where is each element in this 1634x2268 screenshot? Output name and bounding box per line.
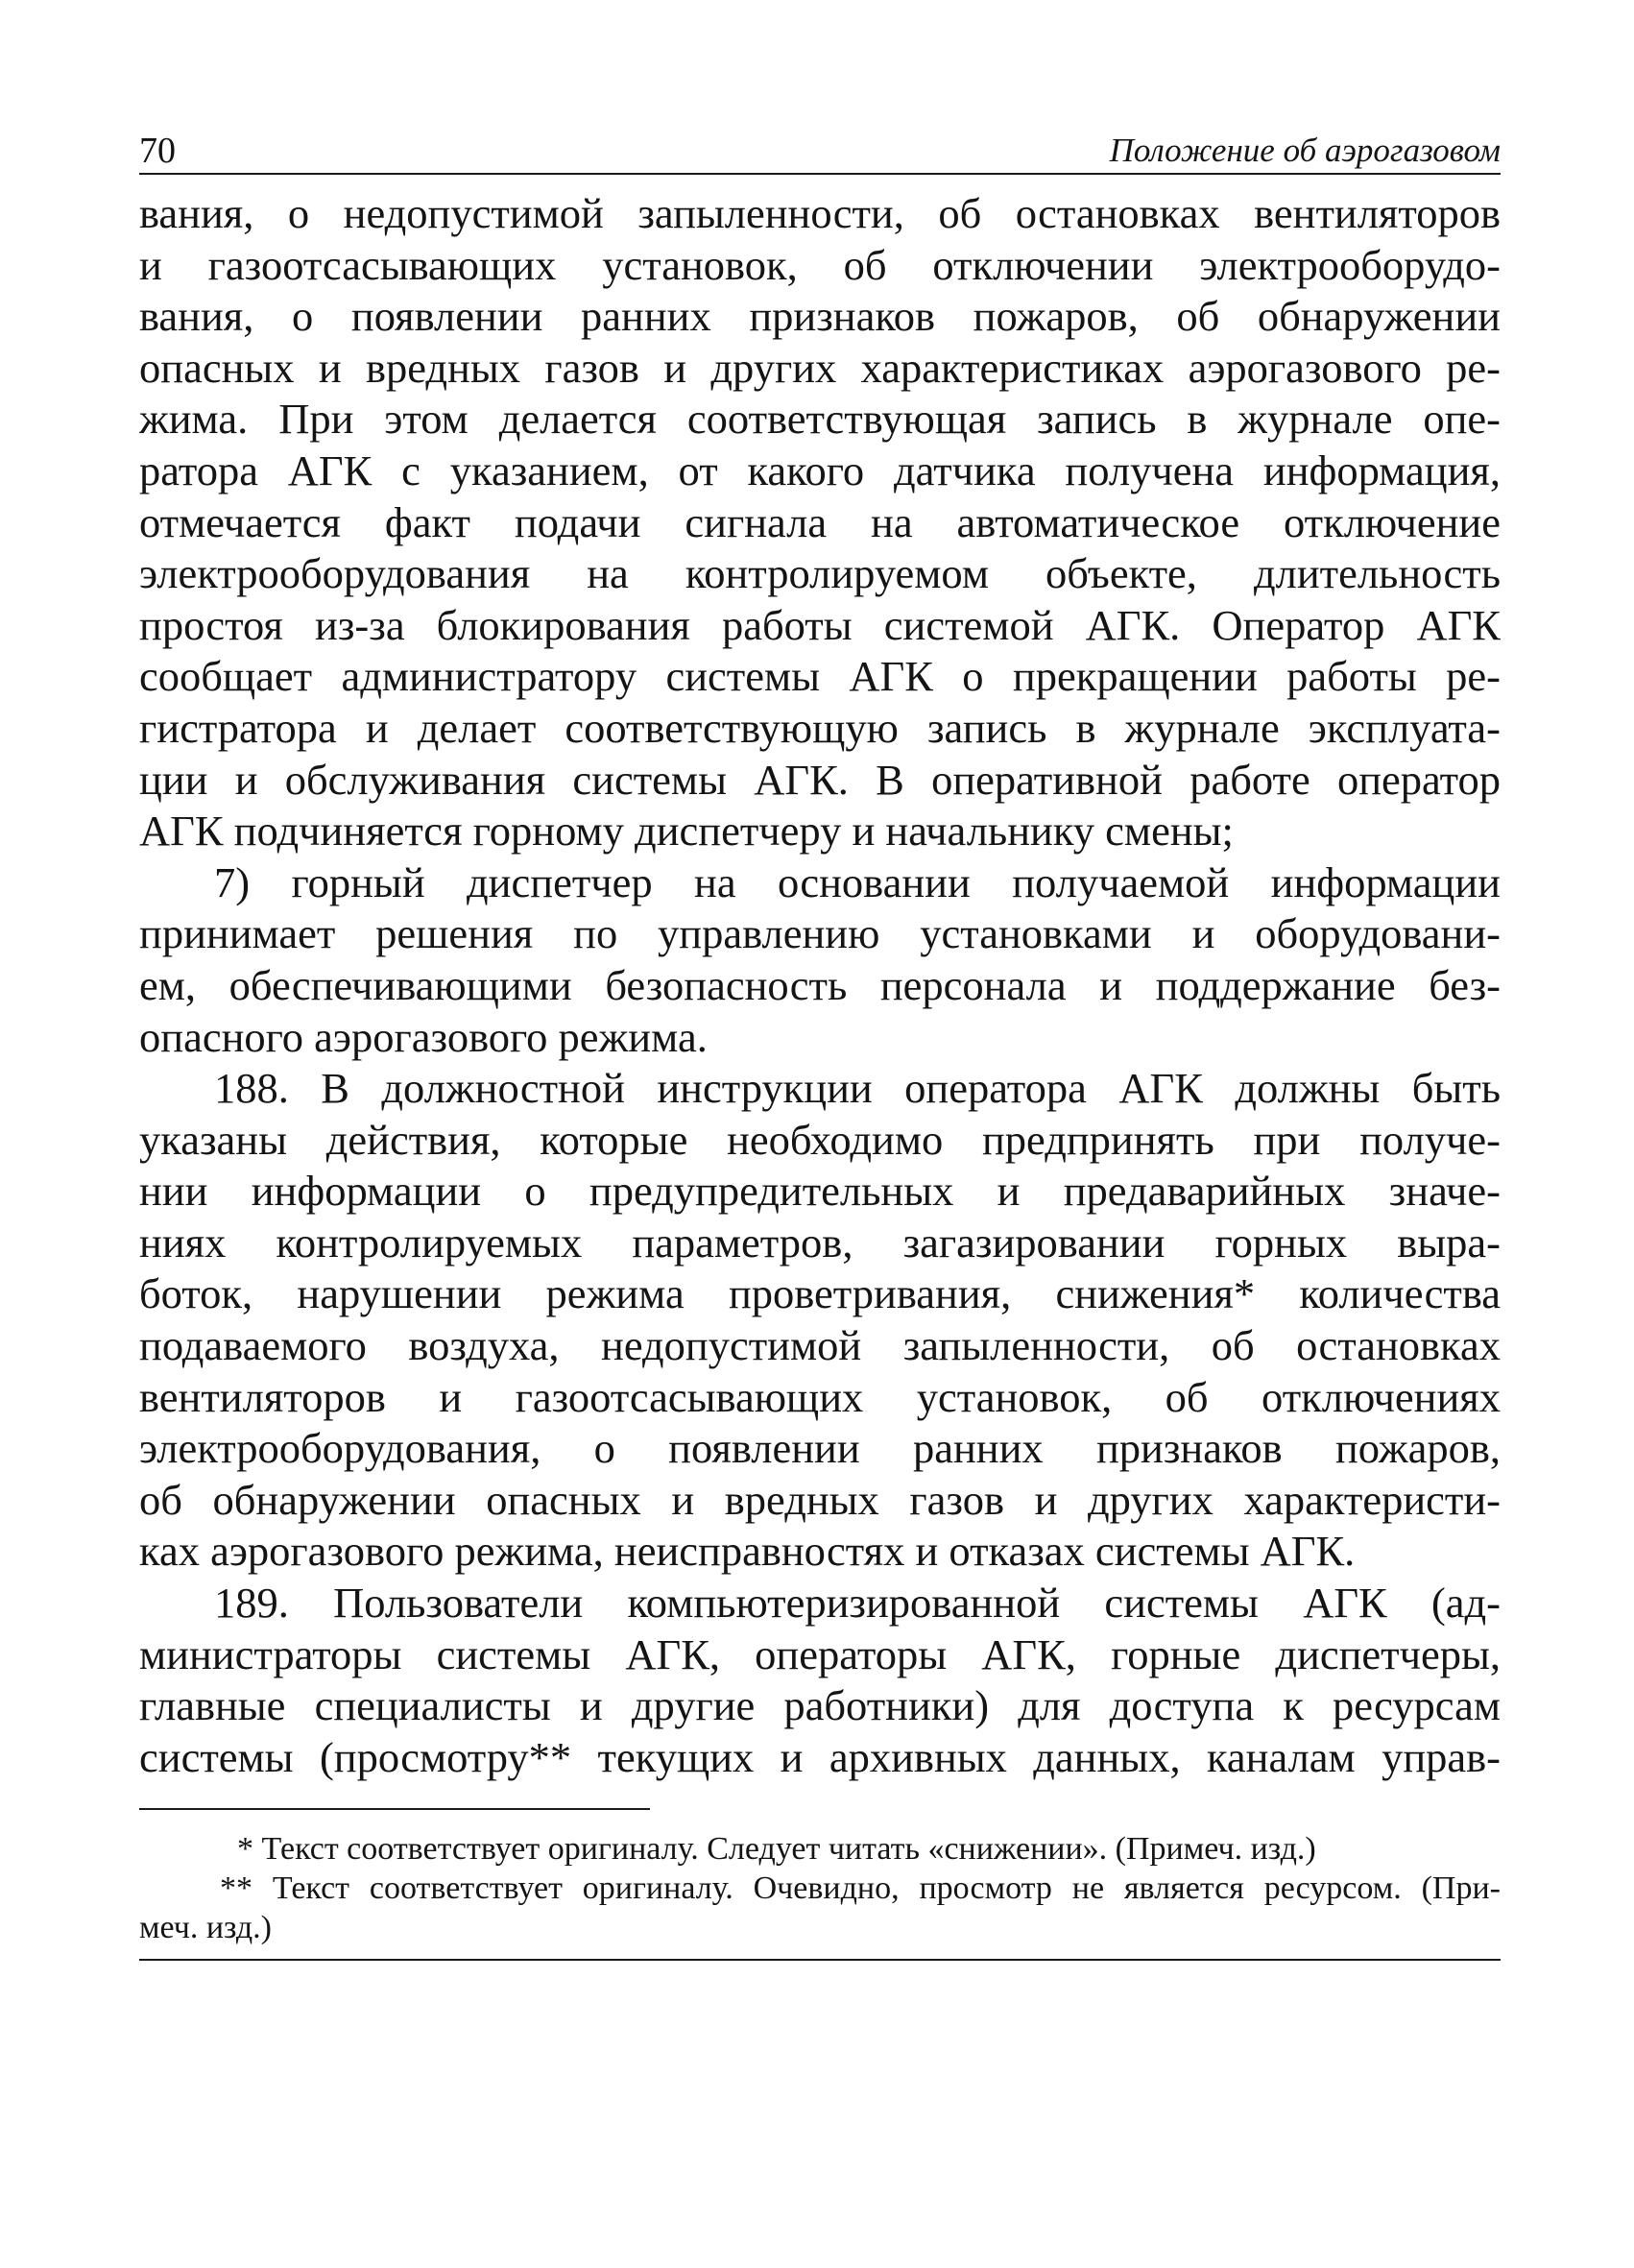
footnotes [139,1808,1501,1947]
body-line: системы (просмотру** текущих и архивных данных, каналам управ- [139,1732,1501,1781]
body-line: подаваемого воздуха, недопустимой запыленности, об остановках [139,1321,1501,1370]
running-title: Положение об аэрогазовом [1109,132,1501,169]
body-line: АГК подчиняется горному диспетчеру и начальнику смены; [139,807,1234,856]
body-line: министраторы системы АГК, операторы АГК, горные диспетчеры, [139,1629,1501,1678]
body-line: сообщает администратору системы АГК о прекращении работы ре- [139,652,1501,701]
bottom-divider [139,1959,1501,1961]
footnote-divider [139,1808,650,1810]
paragraph-189-start: 189. Пользователи компьютеризированной системы АГК (ад- [214,1579,1501,1628]
body-line: простоя из-за блокирования работы системой АГК. Оператор АГК [139,600,1501,649]
body-line: ем, обеспечивающими безопасность персонала и поддержание без- [139,960,1501,1009]
footnote-2-line-1: ** Текст соответствует оригиналу. Очевидно, просмотр не является ресурсом. (При- [220,1870,1501,1907]
body-line: вентиляторов и газоотсасывающих установок, об отключениях [139,1372,1501,1421]
body-line: ниях контролируемых параметров, загазировании горных выра- [139,1218,1501,1267]
body-line: электрооборудования на контролируемом объекте, длительность [139,549,1501,598]
footnote-1: * Текст соответствует оригиналу. Следует читать «снижении». (Примеч. изд.) [237,1831,1316,1868]
body-line: принимает решения по управлению установками и оборудовани- [139,909,1501,958]
document-page [139,113,1501,1961]
footnote-2-line-2: меч. изд.) [139,1910,272,1946]
paragraph-item-7-start: 7) горный диспетчер на основании получаемой информации [214,857,1501,906]
body-line: опасных и вредных газов и других характеристиках аэрогазового ре- [139,343,1501,392]
body-line: указаны действия, которые необходимо предпринять при получе- [139,1115,1501,1164]
body-line: опасного аэрогазового режима. [139,1012,708,1061]
body-line: гистратора и делает соответствующую запись в журнале эксплуата- [139,703,1501,752]
page-header [139,113,1501,175]
body-line: боток, нарушении режима проветривания, снижения* количества [139,1269,1501,1318]
body-line: нии информации о предупредительных и предаварийных значе- [139,1167,1501,1216]
body-line: об обнаружении опасных и вредных газов и других характеристи- [139,1475,1501,1524]
body-line: ках аэрогазового режима, неисправностях и отказах системы АГК. [139,1527,1356,1576]
body-text [139,188,1501,1783]
body-line: главные специалисты и другие работники) для доступа к ресурсам [139,1681,1501,1730]
body-line: ции и обслуживания системы АГК. В оперативной работе оператор [139,755,1501,804]
body-line: электрооборудования, о появлении ранних признаков пожаров, [139,1424,1501,1473]
body-line: и газоотсасывающих установок, об отключении электрооборудо- [139,240,1501,289]
body-line: вания, о недопустимой запыленности, об остановках вентиляторов [139,189,1501,237]
paragraph-188-start: 188. В должностной инструкции оператора АГК должны быть [214,1064,1501,1113]
body-line: ратора АГК с указанием, от какого датчика получена информация, [139,446,1501,495]
page-number: 70 [139,131,176,171]
body-line: жима. При этом делается соответствующая запись в журнале опе- [139,395,1501,444]
body-line: вания, о появлении ранних признаков пожаров, об обнаружении [139,292,1501,341]
body-line: отмечается факт подачи сигнала на автоматическое отключение [139,497,1501,546]
